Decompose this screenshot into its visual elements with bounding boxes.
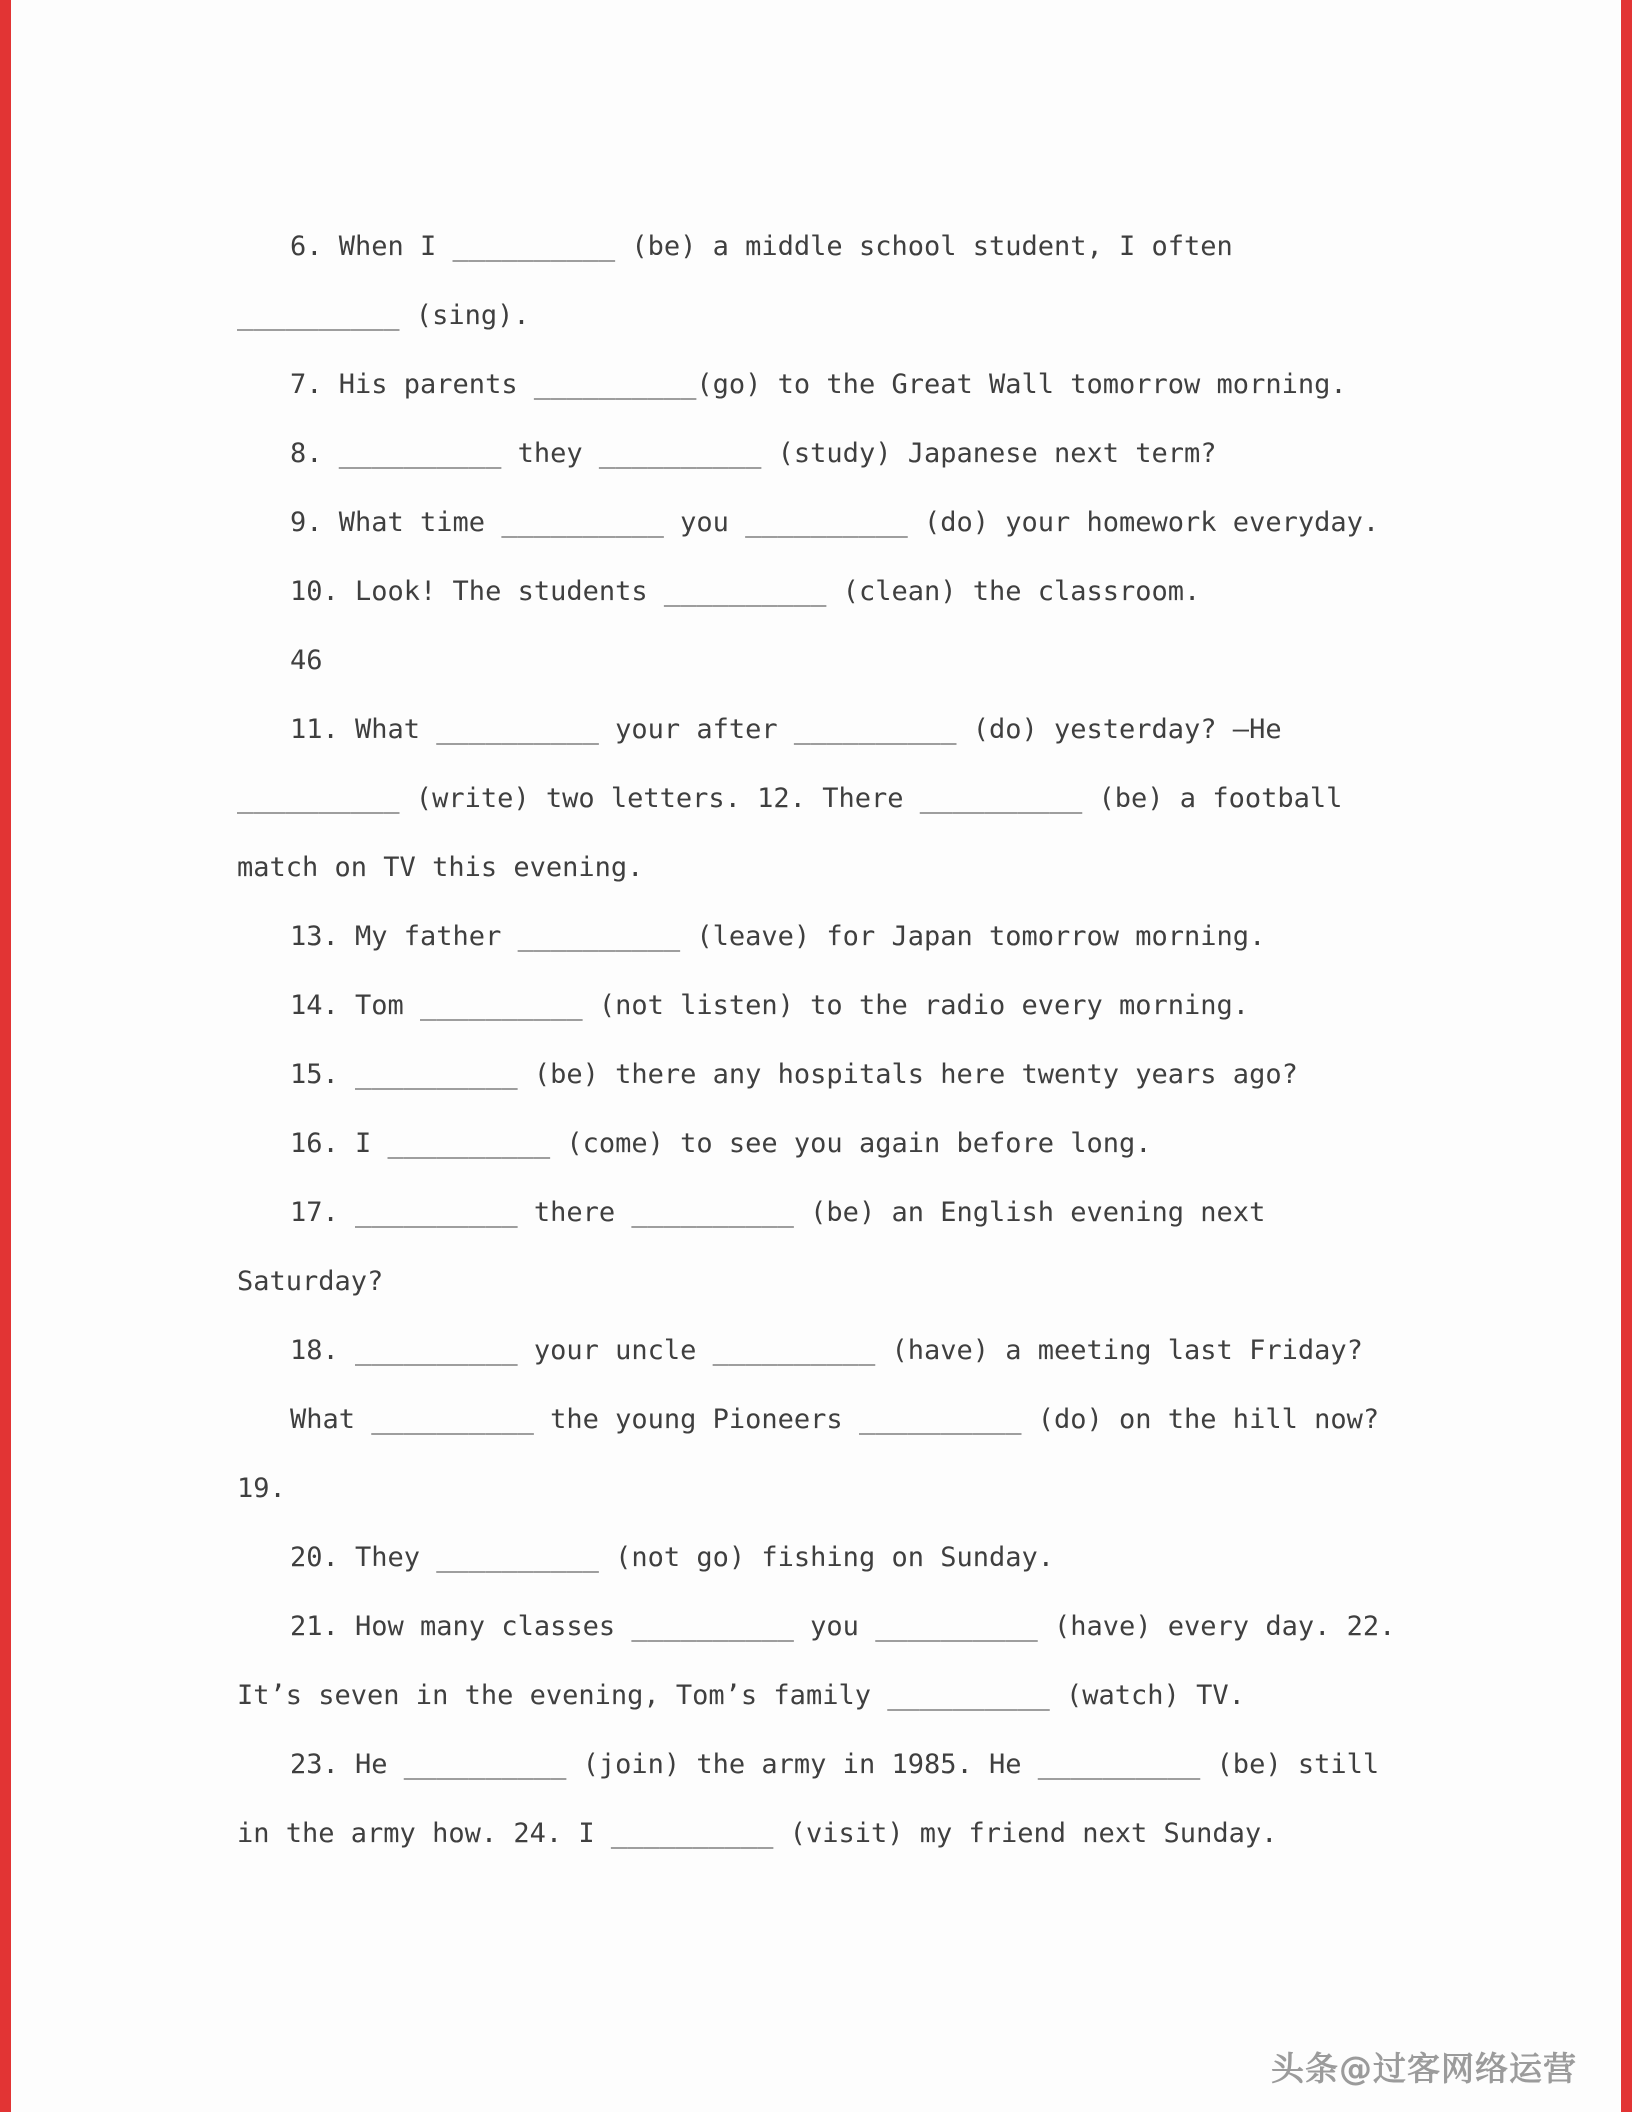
text-line: 20. They __________ (not go) fishing on Sunday.: [290, 1542, 1055, 1573]
text-line: 23. He __________ (join) the army in 1985. He __________ (be) still: [290, 1749, 1380, 1780]
text-line: Saturday?: [237, 1266, 384, 1297]
text-line: __________ (write) two letters. 12. There __________ (be) a football: [237, 783, 1343, 814]
worksheet-body: [237, 212, 1417, 1868]
text-line: __________ (sing).: [237, 300, 530, 331]
text-line: 46: [290, 645, 323, 676]
text-line: in the army how. 24. I __________ (visit) my friend next Sunday.: [237, 1818, 1278, 1849]
text-line: 16. I __________ (come) to see you again before long.: [290, 1128, 1152, 1159]
text-line: 15. __________ (be) there any hospitals here twenty years ago?: [290, 1059, 1298, 1090]
text-line: It’s seven in the evening, Tom’s family __________ (watch) TV.: [237, 1680, 1245, 1711]
watermark-text: 头条@过客网络运营: [1271, 2049, 1577, 2088]
text-line: 7. His parents __________(go) to the Great Wall tomorrow morning.: [290, 369, 1347, 400]
text-line: 18. __________ your uncle __________ (have) a meeting last Friday?: [290, 1335, 1363, 1366]
left-border-stripe: [0, 0, 11, 2112]
text-line: 13. My father __________ (leave) for Japan tomorrow morning.: [290, 921, 1266, 952]
text-line: 19.: [237, 1473, 286, 1504]
text-line: 10. Look! The students __________ (clean) the classroom.: [290, 576, 1201, 607]
text-line: 9. What time __________ you __________ (do) your homework everyday.: [290, 507, 1380, 538]
text-line: 11. What __________ your after __________ (do) yesterday? —He: [290, 714, 1282, 745]
text-line: 17. __________ there __________ (be) an English evening next: [290, 1197, 1266, 1228]
text-line: 14. Tom __________ (not listen) to the radio every morning.: [290, 990, 1250, 1021]
text-line: match on TV this evening.: [237, 852, 644, 883]
text-line: 6. When I __________ (be) a middle school student, I often: [290, 231, 1233, 262]
text-line: What __________ the young Pioneers __________ (do) on the hill now?: [290, 1404, 1380, 1435]
text-line: 21. How many classes __________ you __________ (have) every day. 22.: [290, 1611, 1396, 1642]
text-line: 8. __________ they __________ (study) Japanese next term?: [290, 438, 1217, 469]
right-border-stripe: [1621, 0, 1632, 2112]
